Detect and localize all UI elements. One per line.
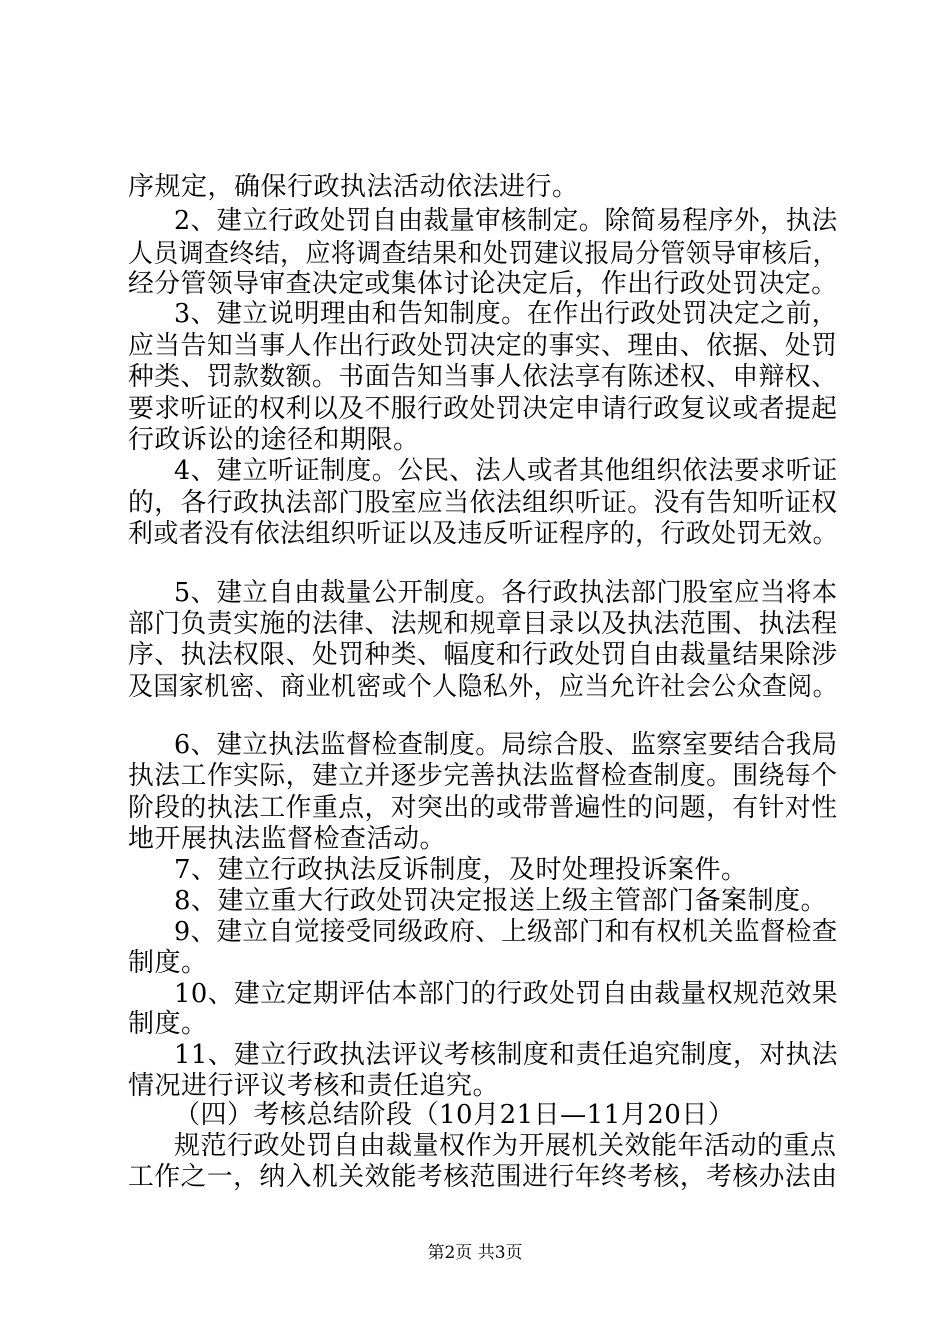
text-line: 8、建立重大行政处罚决定报送上级主管部门备案制度。 [174, 886, 828, 916]
text-line: 执法工作实际，建立并逐步完善执法监督检查制度。围绕每个 [128, 761, 838, 791]
text-line: 部门负责实施的法律、法规和规章目录以及执法范围、执法程 [128, 609, 838, 639]
text-line: 人员调查终结，应将调查结果和处罚建议报局分管领导审核后， [128, 239, 839, 269]
text-line: 序规定，确保行政执法活动依法进行。 [128, 172, 579, 202]
text-line: 9、建立自觉接受同级政府、上级部门和有权机关监督检查 [174, 917, 838, 947]
text-line: 制度。 [128, 1009, 208, 1039]
text-line: 11、建立行政执法评议考核制度和责任追究制度，对执法 [174, 1040, 839, 1070]
text-line: 工作之一，纳入机关效能考核范围进行年终考核，考核办法由 [128, 1162, 838, 1192]
text-line: 4、建立听证制度。公民、法人或者其他组织依法要求听证 [174, 456, 838, 486]
text-line: 2、建立行政处罚自由裁量审核制定。除简易程序外，执法 [174, 206, 838, 236]
text-line: 规范行政处罚自由裁量权作为开展机关效能年活动的重点 [174, 1131, 837, 1161]
text-line: 7、建立行政执法反诉制度，及时处理投诉案件。 [174, 855, 748, 885]
text-line: 3、建立说明理由和告知制度。在作出行政处罚决定之前， [174, 299, 838, 329]
text-line: 情况进行评议考核和责任追究。 [128, 1071, 500, 1101]
text-line: 应当告知当事人作出行政处罚决定的事实、理由、依据、处罚 [128, 331, 838, 361]
text-line: 6、建立执法监督检查制度。局综合股、监察室要结合我局 [174, 730, 838, 760]
text-line: 5、建立自由裁量公开制度。各行政执法部门股室应当将本 [174, 578, 838, 608]
text-line: 序、执法权限、处罚种类、幅度和行政处罚自由裁量结果除涉 [128, 640, 838, 670]
text-line: 制度。 [128, 948, 208, 978]
text-line: 利或者没有依法组织听证以及违反听证程序的，行政处罚无效。 [128, 519, 839, 549]
text-line: 地开展执法监督检查活动。 [128, 824, 447, 854]
page-number-footer: 第2页 共3页 [427, 1243, 523, 1263]
text-line: 及国家机密、商业机密或个人隐私外，应当允许社会公众查阅。 [128, 672, 839, 702]
text-line: 要求听证的权利以及不服行政处罚决定申请行政复议或者提起 [128, 394, 838, 424]
text-line: 的，各行政执法部门股室应当依法组织听证。没有告知听证权 [128, 488, 838, 518]
section-heading: （四）考核总结阶段（10月21日—11月20日） [174, 1100, 735, 1130]
text-line: 行政诉讼的途径和期限。 [128, 425, 420, 455]
text-line: 10、建立定期评估本部门的行政处罚自由裁量权规范效果 [174, 979, 839, 1009]
text-line: 阶段的执法工作重点，对突出的或带普遍性的问题，有针对性 [128, 793, 838, 823]
text-line: 种类、罚款数额。书面告知当事人依法享有陈述权、申辩权、 [128, 362, 838, 392]
text-line: 经分管领导审查决定或集体讨论决定后，作出行政处罚决定。 [128, 269, 838, 299]
